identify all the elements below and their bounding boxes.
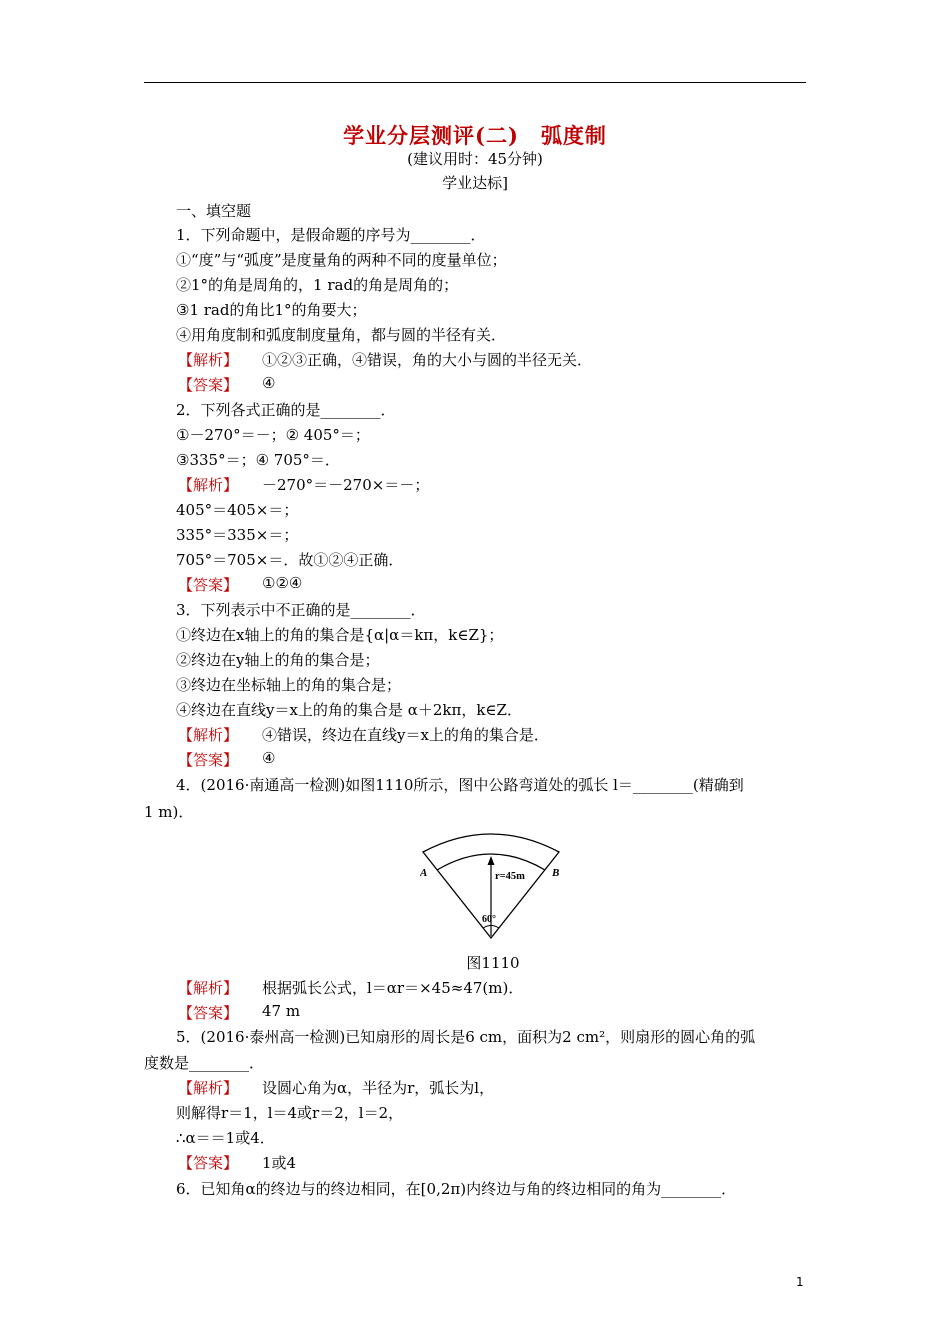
- q2-options-2: ③335°＝；④ 705°＝．: [176, 451, 340, 469]
- section-label: 学业达标]: [442, 174, 508, 192]
- q2-answer-tag: 【答案】: [178, 576, 239, 594]
- q1-option-2: ②1°的角是周角的，1 rad的角是周角的；: [176, 276, 459, 294]
- q2-analysis-2: 405°＝405×＝；: [176, 501, 299, 519]
- q5-answer: 1或4: [262, 1154, 297, 1172]
- angle-label: 60°: [482, 914, 496, 925]
- road-curve-figure: [420, 828, 562, 946]
- q1-stem: 1．下列命题中，是假命题的序号为________．: [176, 226, 486, 244]
- q4-stem: 4．(2016·南通高一检测)如图1110所示，图中公路弯道处的弧长 l＝________(精确到: [176, 776, 744, 794]
- q2-analysis-3: 335°＝335×＝；: [176, 526, 299, 544]
- point-b-label: B: [552, 867, 560, 879]
- q1-option-3: ③1 rad的角比1°的角要大；: [176, 301, 367, 319]
- q4-analysis-tag: 【解析】: [178, 979, 239, 997]
- q3-stem: 3．下列表示中不正确的是________．: [176, 601, 426, 619]
- q5-analysis: 设圆心角为α，半径为r，弧长为l，: [262, 1079, 495, 1097]
- q1-answer-tag: 【答案】: [178, 376, 239, 394]
- q2-answer: ①②④: [262, 574, 303, 592]
- sector-diagram: [420, 828, 562, 946]
- q1-analysis-tag: 【解析】: [178, 351, 239, 369]
- q2-options-1: ①－270°＝－；② 405°＝；: [176, 426, 370, 444]
- q2-analysis: －270°＝－270×＝－；: [262, 476, 430, 494]
- title-main: 学业分层测评(二): [343, 123, 519, 148]
- radius-arrow-icon: [488, 856, 495, 865]
- q5-stem: 5．(2016·泰州高一检测)已知扇形的周长是6 cm，面积为2 cm²，则扇形的圆心角的弧: [176, 1028, 756, 1046]
- q3-analysis: ④错误，终边在直线y＝x上的角的集合是．: [262, 726, 549, 744]
- q3-answer-tag: 【答案】: [178, 751, 239, 769]
- part-heading: 一、填空题: [176, 202, 252, 220]
- q3-option-2: ②终边在y轴上的角的集合是；: [176, 651, 380, 669]
- q4-answer: 47 m: [262, 1002, 301, 1020]
- q2-analysis-tag: 【解析】: [178, 476, 239, 494]
- q6-stem: 6．已知角α的终边与的终边相同，在[0,2π)内终边与角的终边相同的角为________．: [176, 1180, 737, 1198]
- q4-analysis: 根据弧长公式，l＝αr＝×45≈47(m)．: [262, 979, 524, 997]
- q3-option-4: ④终边在直线y＝x上的角的集合是 α＋2kπ，k∈Z．: [176, 701, 522, 719]
- figure-caption: 图1110: [466, 954, 520, 972]
- q4-stem-cont: 1 m)．: [144, 803, 194, 821]
- q5-answer-tag: 【答案】: [178, 1154, 239, 1172]
- q5-analysis-tag: 【解析】: [178, 1079, 239, 1097]
- header-rule: [144, 82, 806, 83]
- q2-analysis-4: 705°＝705×＝．故①②④正确．: [176, 551, 404, 569]
- q3-analysis-tag: 【解析】: [178, 726, 239, 744]
- q1-answer: ④: [262, 374, 276, 392]
- q3-answer: ④: [262, 749, 276, 767]
- q1-option-4: ④用角度制和弧度制度量角，都与圆的半径有关．: [176, 326, 507, 344]
- q1-analysis: ①②③正确，④错误，角的大小与圆的半径无关．: [262, 351, 593, 369]
- point-a-label: A: [420, 867, 428, 879]
- title-topic: 弧度制: [540, 123, 607, 148]
- q1-option-1: ①“度”与“弧度”是度量角的两种不同的度量单位；: [176, 251, 507, 269]
- q5-stem-cont: 度数是________．: [144, 1054, 265, 1072]
- radius-label: r=45m: [495, 871, 525, 882]
- q2-stem: 2．下列各式正确的是________．: [176, 401, 396, 419]
- q5-analysis-3: ∴α＝＝1或4．: [176, 1129, 275, 1147]
- q5-analysis-2: 则解得r＝1，l＝4或r＝2，l＝2，: [176, 1104, 404, 1122]
- page-title: [0, 120, 950, 150]
- q3-option-1: ①终边在x轴上的角的集合是{α|α＝kπ，k∈Z}；: [176, 626, 504, 644]
- q3-option-3: ③终边在坐标轴上的角的集合是；: [176, 676, 402, 694]
- q4-answer-tag: 【答案】: [178, 1004, 239, 1022]
- time-note: (建议用时：45分钟): [407, 150, 543, 168]
- page-number: 1: [796, 1275, 804, 1289]
